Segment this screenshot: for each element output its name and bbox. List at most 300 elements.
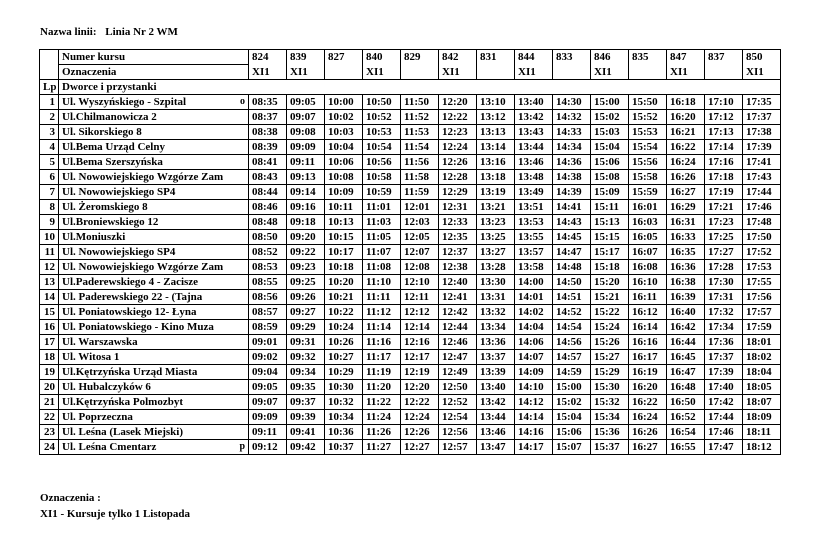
departure-time: 16:24 xyxy=(667,155,705,170)
table-row xyxy=(40,245,781,260)
departure-time: 12:24 xyxy=(401,410,439,425)
departure-time: 18:09 xyxy=(743,410,781,425)
stop-name: Ul. Warszawska xyxy=(62,336,138,348)
table-row xyxy=(40,170,781,185)
departure-time: 09:04 xyxy=(249,365,287,380)
departure-time: 16:24 xyxy=(629,410,667,425)
stop-cell xyxy=(59,215,249,230)
departure-time: 12:46 xyxy=(439,335,477,350)
legend-note: XI1 - Kursuje tylko 1 Listopada xyxy=(40,508,191,520)
departure-time: 11:05 xyxy=(363,230,401,245)
legend xyxy=(40,490,190,522)
departure-time: 14:57 xyxy=(553,350,591,365)
departure-time: 15:20 xyxy=(591,275,629,290)
stop-cell xyxy=(59,305,249,320)
stop-cell xyxy=(59,395,249,410)
course-number: 839 xyxy=(287,50,325,65)
departure-time: 11:50 xyxy=(401,95,439,110)
departure-time: 09:14 xyxy=(287,185,325,200)
departure-time: 10:27 xyxy=(325,350,363,365)
departure-time: 10:50 xyxy=(363,95,401,110)
departure-time: 16:38 xyxy=(667,275,705,290)
departure-time: 09:07 xyxy=(287,110,325,125)
stop-name: Ul. Witosa 1 xyxy=(62,351,120,363)
departure-time: 11:56 xyxy=(401,155,439,170)
departure-time: 10:02 xyxy=(325,110,363,125)
departure-time: 15:11 xyxy=(591,200,629,215)
stop-cell xyxy=(59,245,249,260)
departure-time: 10:13 xyxy=(325,215,363,230)
departure-time: 17:48 xyxy=(743,215,781,230)
stop-cell xyxy=(59,125,249,140)
row-number: 20 xyxy=(40,380,59,395)
departure-time: 17:27 xyxy=(705,245,743,260)
departure-time: 17:56 xyxy=(743,290,781,305)
stop-name: Ul. Nowowiejskiego SP4 xyxy=(62,246,176,258)
departure-time: 15:34 xyxy=(591,410,629,425)
departure-time: 17:31 xyxy=(705,290,743,305)
departure-time: 17:16 xyxy=(705,155,743,170)
departure-time: 13:46 xyxy=(477,425,515,440)
departure-time: 17:39 xyxy=(705,365,743,380)
departure-time: 14:41 xyxy=(553,200,591,215)
departure-time: 17:14 xyxy=(705,140,743,155)
departure-time: 15:50 xyxy=(629,95,667,110)
departure-time: 17:36 xyxy=(705,335,743,350)
departure-time: 18:11 xyxy=(743,425,781,440)
departure-time: 16:22 xyxy=(629,395,667,410)
departure-time: 12:12 xyxy=(401,305,439,320)
departure-time: 12:33 xyxy=(439,215,477,230)
departure-time: 14:36 xyxy=(553,155,591,170)
departure-time: 17:19 xyxy=(705,185,743,200)
departure-time: 16:44 xyxy=(667,335,705,350)
departure-time: 12:20 xyxy=(401,380,439,395)
departure-time: 11:54 xyxy=(401,140,439,155)
departure-time: 11:53 xyxy=(401,125,439,140)
stop-name: Ul. Hubalczyków 6 xyxy=(62,381,151,393)
stop-cell xyxy=(59,110,249,125)
departure-time: 16:22 xyxy=(667,140,705,155)
departure-time: 09:37 xyxy=(287,395,325,410)
departure-time: 12:31 xyxy=(439,200,477,215)
departure-time: 17:40 xyxy=(705,380,743,395)
table-row xyxy=(40,185,781,200)
lp-label: Lp xyxy=(40,80,59,95)
departure-time: 16:10 xyxy=(629,275,667,290)
departure-time: 17:13 xyxy=(705,125,743,140)
stop-name: Ul. Poniatowskiego - Kino Muza xyxy=(62,321,214,333)
departure-time: 13:14 xyxy=(477,140,515,155)
stop-name: Ul. Wyszyńskiego - Szpital xyxy=(62,96,187,108)
departure-time: 15:32 xyxy=(591,395,629,410)
departure-time: 16:54 xyxy=(667,425,705,440)
departure-time: 10:24 xyxy=(325,320,363,335)
departure-time: 12:37 xyxy=(439,245,477,260)
departure-time: 16:39 xyxy=(667,290,705,305)
departure-time: 14:45 xyxy=(553,230,591,245)
departure-time: 12:47 xyxy=(439,350,477,365)
departure-time: 08:37 xyxy=(249,110,287,125)
departure-time: 14:54 xyxy=(553,320,591,335)
table-row xyxy=(40,125,781,140)
departure-time: 13:40 xyxy=(515,95,553,110)
departure-time: 14:16 xyxy=(515,425,553,440)
departure-time: 17:35 xyxy=(743,95,781,110)
departure-time: 16:26 xyxy=(667,170,705,185)
course-number: 842 xyxy=(439,50,477,65)
departure-time: 14:09 xyxy=(515,365,553,380)
course-code xyxy=(477,65,515,80)
departure-time: 16:11 xyxy=(629,290,667,305)
departure-time: 16:52 xyxy=(667,410,705,425)
departure-time: 17:39 xyxy=(743,140,781,155)
departure-time: 12:23 xyxy=(439,125,477,140)
departure-time: 09:01 xyxy=(249,335,287,350)
departure-time: 13:21 xyxy=(477,200,515,215)
timetable xyxy=(39,49,781,455)
header-row-marks xyxy=(40,65,781,80)
departure-time: 10:32 xyxy=(325,395,363,410)
departure-time: 16:16 xyxy=(629,335,667,350)
departure-time: 08:50 xyxy=(249,230,287,245)
departure-time: 15:27 xyxy=(591,350,629,365)
departure-time: 17:37 xyxy=(705,350,743,365)
departure-time: 16:01 xyxy=(629,200,667,215)
departure-time: 16:29 xyxy=(667,200,705,215)
departure-time: 17:47 xyxy=(705,440,743,455)
departure-time: 09:26 xyxy=(287,290,325,305)
departure-time: 11:24 xyxy=(363,410,401,425)
departure-time: 16:12 xyxy=(629,305,667,320)
departure-time: 13:42 xyxy=(477,395,515,410)
stop-name: Ul. Sikorskiego 8 xyxy=(62,126,142,138)
departure-time: 13:31 xyxy=(477,290,515,305)
departure-time: 12:44 xyxy=(439,320,477,335)
departure-time: 10:18 xyxy=(325,260,363,275)
course-code: XI1 xyxy=(287,65,325,80)
table-row xyxy=(40,110,781,125)
departure-time: 16:18 xyxy=(667,95,705,110)
departure-time: 14:51 xyxy=(553,290,591,305)
departure-time: 16:26 xyxy=(629,425,667,440)
departure-time: 18:05 xyxy=(743,380,781,395)
departure-time: 10:34 xyxy=(325,410,363,425)
departure-time: 14:32 xyxy=(553,110,591,125)
marks-label: Oznaczenia xyxy=(59,65,249,80)
course-number: 824 xyxy=(249,50,287,65)
stop-cell xyxy=(59,275,249,290)
stop-cell xyxy=(59,95,249,110)
departure-time: 17:50 xyxy=(743,230,781,245)
departure-time: 18:02 xyxy=(743,350,781,365)
stop-marker: o xyxy=(240,96,245,107)
course-code xyxy=(705,65,743,80)
departure-time: 17:57 xyxy=(743,305,781,320)
departure-time: 08:43 xyxy=(249,170,287,185)
course-number: 827 xyxy=(325,50,363,65)
table-row xyxy=(40,275,781,290)
departure-time: 13:32 xyxy=(477,305,515,320)
departure-time: 17:46 xyxy=(743,200,781,215)
departure-time: 16:21 xyxy=(667,125,705,140)
departure-time: 12:20 xyxy=(439,95,477,110)
departure-time: 12:27 xyxy=(401,440,439,455)
table-row xyxy=(40,155,781,170)
departure-time: 12:38 xyxy=(439,260,477,275)
row-number: 23 xyxy=(40,425,59,440)
departure-time: 09:31 xyxy=(287,335,325,350)
course-number: 835 xyxy=(629,50,667,65)
departure-time: 15:21 xyxy=(591,290,629,305)
departure-time: 11:22 xyxy=(363,395,401,410)
departure-time: 11:59 xyxy=(401,185,439,200)
departure-time: 15:09 xyxy=(591,185,629,200)
departure-time: 15:26 xyxy=(591,335,629,350)
departure-time: 16:33 xyxy=(667,230,705,245)
stop-name: Ul. Żeromskiego 8 xyxy=(62,201,148,213)
stop-name: Ul. Poprzeczna xyxy=(62,411,133,423)
departure-time: 17:46 xyxy=(705,425,743,440)
departure-time: 16:27 xyxy=(667,185,705,200)
departure-time: 10:58 xyxy=(363,170,401,185)
departure-time: 17:41 xyxy=(743,155,781,170)
departure-time: 11:01 xyxy=(363,200,401,215)
departure-time: 10:21 xyxy=(325,290,363,305)
departure-time: 09:42 xyxy=(287,440,325,455)
table-row xyxy=(40,305,781,320)
course-code xyxy=(325,65,363,80)
departure-time: 12:52 xyxy=(439,395,477,410)
departure-time: 17:44 xyxy=(705,410,743,425)
stop-name: Ul.Chilmanowicza 2 xyxy=(62,111,157,123)
departure-time: 16:19 xyxy=(629,365,667,380)
departure-time: 09:39 xyxy=(287,410,325,425)
departure-time: 14:34 xyxy=(553,140,591,155)
departure-time: 13:30 xyxy=(477,275,515,290)
departure-time: 10:04 xyxy=(325,140,363,155)
departure-time: 14:38 xyxy=(553,170,591,185)
departure-time: 12:03 xyxy=(401,215,439,230)
departure-time: 10:53 xyxy=(363,125,401,140)
departure-time: 09:25 xyxy=(287,275,325,290)
departure-time: 15:53 xyxy=(629,125,667,140)
departure-time: 12:11 xyxy=(401,290,439,305)
stop-name: Ul. Poniatowskiego 12- Łyna xyxy=(62,306,197,318)
course-number: 833 xyxy=(553,50,591,65)
course-number: 829 xyxy=(401,50,439,65)
departure-time: 17:12 xyxy=(705,110,743,125)
departure-time: 11:11 xyxy=(363,290,401,305)
departure-time: 13:39 xyxy=(477,365,515,380)
table-row xyxy=(40,425,781,440)
departure-time: 17:21 xyxy=(705,200,743,215)
departure-time: 14:47 xyxy=(553,245,591,260)
departure-time: 18:12 xyxy=(743,440,781,455)
departure-time: 08:41 xyxy=(249,155,287,170)
departure-time: 09:22 xyxy=(287,245,325,260)
departure-time: 12:56 xyxy=(439,425,477,440)
departure-time: 11:27 xyxy=(363,440,401,455)
course-code: XI1 xyxy=(667,65,705,80)
departure-time: 15:54 xyxy=(629,140,667,155)
departure-time: 14:52 xyxy=(553,305,591,320)
departure-time: 12:19 xyxy=(401,365,439,380)
departure-time: 17:53 xyxy=(743,260,781,275)
departure-time: 12:07 xyxy=(401,245,439,260)
departure-time: 15:04 xyxy=(553,410,591,425)
departure-time: 12:16 xyxy=(401,335,439,350)
departure-time: 10:54 xyxy=(363,140,401,155)
stop-name: Ul.Kętrzyńska Urząd Miasta xyxy=(62,366,198,378)
header-row-stops xyxy=(40,80,781,95)
departure-time: 09:32 xyxy=(287,350,325,365)
departure-time: 15:07 xyxy=(553,440,591,455)
departure-time: 18:01 xyxy=(743,335,781,350)
departure-time: 13:40 xyxy=(477,380,515,395)
row-number: 8 xyxy=(40,200,59,215)
departure-time: 13:44 xyxy=(477,410,515,425)
departure-time: 13:27 xyxy=(477,245,515,260)
departure-time: 12:50 xyxy=(439,380,477,395)
departure-time: 11:19 xyxy=(363,365,401,380)
table-row xyxy=(40,95,781,110)
row-number: 19 xyxy=(40,365,59,380)
departure-time: 09:09 xyxy=(249,410,287,425)
stop-cell xyxy=(59,200,249,215)
row-number: 14 xyxy=(40,290,59,305)
departure-time: 08:39 xyxy=(249,140,287,155)
row-number: 2 xyxy=(40,110,59,125)
departure-time: 16:08 xyxy=(629,260,667,275)
departure-time: 12:08 xyxy=(401,260,439,275)
departure-time: 09:27 xyxy=(287,305,325,320)
departure-time: 09:05 xyxy=(287,95,325,110)
stop-name: Ul. Nowowiejskiego Wzgórze Zam xyxy=(62,171,224,183)
departure-time: 17:23 xyxy=(705,215,743,230)
table-row xyxy=(40,230,781,245)
departure-time: 15:03 xyxy=(591,125,629,140)
departure-time: 08:52 xyxy=(249,245,287,260)
departure-time: 15:08 xyxy=(591,170,629,185)
departure-time: 16:35 xyxy=(667,245,705,260)
course-code: XI1 xyxy=(363,65,401,80)
departure-time: 17:52 xyxy=(743,245,781,260)
legend-title: Oznaczenia : xyxy=(40,492,101,504)
stop-cell xyxy=(59,290,249,305)
departure-time: 08:55 xyxy=(249,275,287,290)
stop-cell xyxy=(59,260,249,275)
departure-time: 12:05 xyxy=(401,230,439,245)
departure-time: 14:00 xyxy=(515,275,553,290)
departure-time: 15:18 xyxy=(591,260,629,275)
table-row xyxy=(40,320,781,335)
row-number: 5 xyxy=(40,155,59,170)
table-row xyxy=(40,260,781,275)
departure-time: 12:54 xyxy=(439,410,477,425)
departure-time: 10:06 xyxy=(325,155,363,170)
stop-cell xyxy=(59,350,249,365)
departure-time: 15:37 xyxy=(591,440,629,455)
stop-name: Ul.Paderewskiego 4 - Zacisze xyxy=(62,276,199,288)
departure-time: 16:20 xyxy=(667,110,705,125)
departure-time: 17:44 xyxy=(743,185,781,200)
line-title xyxy=(40,26,178,38)
table-row xyxy=(40,395,781,410)
departure-time: 15:52 xyxy=(629,110,667,125)
departure-time: 10:56 xyxy=(363,155,401,170)
departure-time: 14:07 xyxy=(515,350,553,365)
line-title-label: Nazwa linii: xyxy=(40,26,97,38)
table-row xyxy=(40,290,781,305)
row-number: 24 xyxy=(40,440,59,455)
departure-time: 12:26 xyxy=(401,425,439,440)
course-code: XI1 xyxy=(439,65,477,80)
table-row xyxy=(40,380,781,395)
departure-time: 08:53 xyxy=(249,260,287,275)
departure-time: 10:09 xyxy=(325,185,363,200)
departure-time: 15:30 xyxy=(591,380,629,395)
stop-cell xyxy=(59,155,249,170)
departure-time: 09:18 xyxy=(287,215,325,230)
departure-time: 11:12 xyxy=(363,305,401,320)
stop-cell xyxy=(59,320,249,335)
departure-time: 14:43 xyxy=(553,215,591,230)
departure-time: 10:36 xyxy=(325,425,363,440)
departure-time: 16:31 xyxy=(667,215,705,230)
departure-time: 13:23 xyxy=(477,215,515,230)
departure-time: 16:40 xyxy=(667,305,705,320)
departure-time: 08:48 xyxy=(249,215,287,230)
departure-time: 12:10 xyxy=(401,275,439,290)
departure-time: 12:22 xyxy=(401,395,439,410)
departure-time: 13:42 xyxy=(515,110,553,125)
row-number: 11 xyxy=(40,245,59,260)
course-number: 850 xyxy=(743,50,781,65)
departure-time: 11:17 xyxy=(363,350,401,365)
departure-time: 08:59 xyxy=(249,320,287,335)
departure-time: 14:39 xyxy=(553,185,591,200)
departure-time: 09:11 xyxy=(287,155,325,170)
stop-name: Ul. Leśna (Lasek Miejski) xyxy=(62,426,183,438)
departure-time: 13:44 xyxy=(515,140,553,155)
header-blank xyxy=(40,65,59,80)
departure-time: 08:57 xyxy=(249,305,287,320)
line-name: Linia Nr 2 WM xyxy=(105,26,178,38)
departure-time: 16:20 xyxy=(629,380,667,395)
departure-time: 14:14 xyxy=(515,410,553,425)
course-code xyxy=(401,65,439,80)
departure-time: 15:29 xyxy=(591,365,629,380)
table-row xyxy=(40,440,781,455)
departure-time: 16:14 xyxy=(629,320,667,335)
departure-time: 17:37 xyxy=(743,110,781,125)
departure-time: 15:22 xyxy=(591,305,629,320)
departure-time: 11:10 xyxy=(363,275,401,290)
departure-time: 11:08 xyxy=(363,260,401,275)
departure-time: 11:58 xyxy=(401,170,439,185)
departure-time: 12:49 xyxy=(439,365,477,380)
departure-time: 10:37 xyxy=(325,440,363,455)
departure-time: 09:07 xyxy=(249,395,287,410)
departure-time: 17:28 xyxy=(705,260,743,275)
departure-time: 09:12 xyxy=(249,440,287,455)
departure-time: 10:20 xyxy=(325,275,363,290)
departure-time: 13:12 xyxy=(477,110,515,125)
departure-time: 13:49 xyxy=(515,185,553,200)
stop-marker: p xyxy=(239,441,245,452)
departure-time: 13:46 xyxy=(515,155,553,170)
